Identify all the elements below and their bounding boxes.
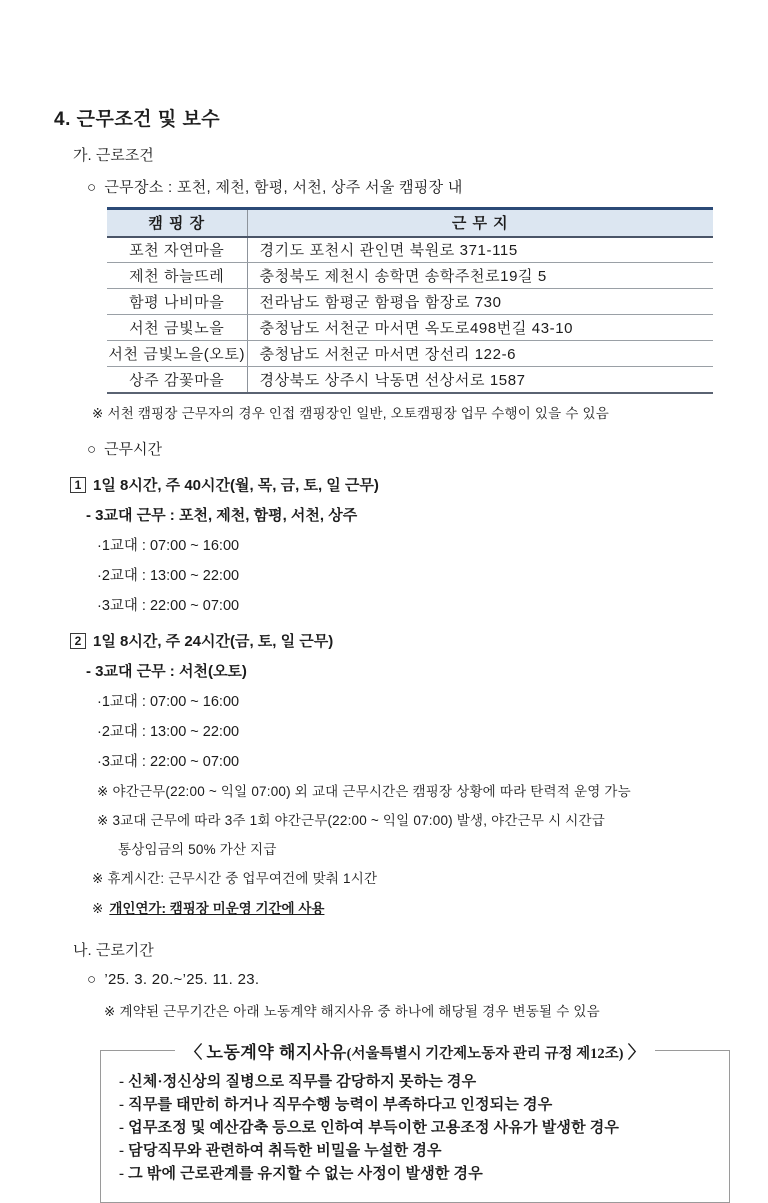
cell-campground: 함평 나비마을 (107, 289, 247, 315)
hours-block-2-title (70, 630, 768, 651)
shift-line: ·2교대 : 13:00 ~ 22:00 (97, 723, 240, 740)
table-row (107, 315, 713, 341)
termination-item: - 직무를 태만히 하거나 직무수행 능력이 부족하다고 인정되는 경우 (119, 1096, 553, 1113)
boxed-number-1-icon: 1 (70, 477, 86, 493)
hours-heading-line (87, 438, 768, 459)
shift-line: ·2교대 : 13:00 ~ 22:00 (97, 567, 240, 584)
cell-campground: 제천 하늘뜨레 (107, 263, 247, 289)
hours-block-2-text: 1일 8시간, 주 24시간(금, 토, 일 근무) (93, 632, 334, 650)
angle-bracket-open: 〈 (185, 1042, 207, 1062)
termination-box-title-sub: (서울특별시 기간제노동자 관리 규정 제12조) (346, 1045, 624, 1062)
circle-bullet-icon: ○ (87, 179, 97, 196)
leave-note (92, 897, 768, 917)
cell-location: 전라남도 함평군 함평읍 함장로 730 (247, 289, 713, 315)
cell-campground: 서천 금빛노을(오토) (107, 341, 247, 367)
hours-block-1-title (70, 474, 768, 495)
work-period-text: ’25. 3. 20.~’25. 11. 23. (104, 970, 260, 988)
leave-note-text: 개인연가: 캠핑장 미운영 기간에 사용 (109, 900, 325, 916)
shift-line: ·3교대 : 22:00 ~ 07:00 (97, 753, 240, 770)
table-row (107, 367, 713, 393)
table-row (107, 289, 713, 315)
angle-bracket-close: 〉 (623, 1042, 645, 1062)
table-header-row (107, 209, 713, 237)
hours-block-1-text: 1일 8시간, 주 40시간(월, 목, 금, 토, 일 근무) (93, 476, 379, 494)
hours-block-2-shift-label: - 3교대 근무 : 서천(오토) (86, 662, 247, 680)
campground-table (107, 207, 713, 394)
table-row (107, 237, 713, 263)
header-location: 근 무 지 (247, 209, 713, 237)
workplace-text: 근무장소 : 포천, 제천, 함평, 서천, 상주 서울 캠핑장 내 (104, 179, 463, 196)
termination-box-title (101, 1038, 729, 1063)
termination-item: - 신체·정신상의 질병으로 직무를 감당하지 못하는 경우 (119, 1073, 477, 1090)
termination-item: - 담당직무와 관련하여 취득한 비밀을 누설한 경우 (119, 1142, 442, 1159)
termination-item: - 업무조정 및 예산감축 등으로 인하여 부득이한 고용조정 사유가 발생한 경우 (119, 1119, 620, 1136)
hours-note-continuation: 통상임금의 50% 가산 지급 (118, 841, 277, 857)
cell-campground: 상주 감꽃마을 (107, 367, 247, 393)
table-row (107, 263, 713, 289)
shift-line: ·1교대 : 07:00 ~ 16:00 (97, 693, 240, 710)
hours-note: ※ 휴게시간: 근무시간 중 업무여건에 맞춰 1시간 (92, 870, 378, 886)
termination-box-title-main: 노동계약 해지사유 (206, 1042, 347, 1062)
cell-location: 경기도 포천시 관인면 북원로 371-115 (247, 237, 713, 263)
table-row (107, 341, 713, 367)
work-period-line (87, 971, 768, 988)
workplace-line (87, 176, 768, 197)
leave-note-prefix: ※ (92, 900, 104, 916)
hours-note: ※ 3교대 근무에 따라 3주 1회 야간근무(22:00 ~ 익일 07:00) 발생, 야간근무 시 시간급 (97, 812, 606, 828)
shift-line: ·3교대 : 22:00 ~ 07:00 (97, 597, 240, 614)
work-period-note: ※ 계약된 근무기간은 아래 노동계약 해지사유 중 하나에 해당될 경우 변동될 수 있음 (104, 1003, 600, 1019)
hours-heading-text: 근무시간 (104, 440, 163, 458)
cell-location: 충청북도 제천시 송학면 송학주천로19길 5 (247, 263, 713, 289)
hours-note: ※ 야간근무(22:00 ~ 익일 07:00) 외 교대 근무시간은 캠핑장 상황에 따라 탄력적 운영 가능 (97, 783, 631, 799)
cell-campground: 서천 금빛노을 (107, 315, 247, 341)
page-title: 4. 근무조건 및 보수 (54, 109, 221, 130)
cell-location: 경상북도 상주시 낙동면 선상서로 1587 (247, 367, 713, 393)
circle-bullet-icon: ○ (87, 440, 97, 458)
section-a-heading: 가. 근로조건 (73, 147, 154, 164)
section-b-heading: 나. 근로기간 (73, 941, 154, 959)
cell-location: 충청남도 서천군 마서면 옥도로498번길 43-10 (247, 315, 713, 341)
shift-line: ·1교대 : 07:00 ~ 16:00 (97, 537, 240, 554)
boxed-number-2-icon: 2 (70, 633, 86, 649)
termination-item: - 그 밖에 근로관계를 유지할 수 없는 사정이 발생한 경우 (119, 1165, 483, 1182)
termination-reasons-box (100, 1042, 730, 1203)
header-campground: 캠 핑 장 (107, 209, 247, 237)
cell-campground: 포천 자연마을 (107, 237, 247, 263)
cell-location: 충청남도 서천군 마서면 장선리 122-6 (247, 341, 713, 367)
hours-block-1-shift-label: - 3교대 근무 : 포천, 제천, 함평, 서천, 상주 (86, 506, 358, 524)
circle-bullet-icon: ○ (87, 970, 97, 988)
table-footnote: ※ 서천 캠핑장 근무자의 경우 인접 캠핑장인 일반, 오토캠핑장 업무 수행이 있을 수 있음 (92, 405, 610, 421)
